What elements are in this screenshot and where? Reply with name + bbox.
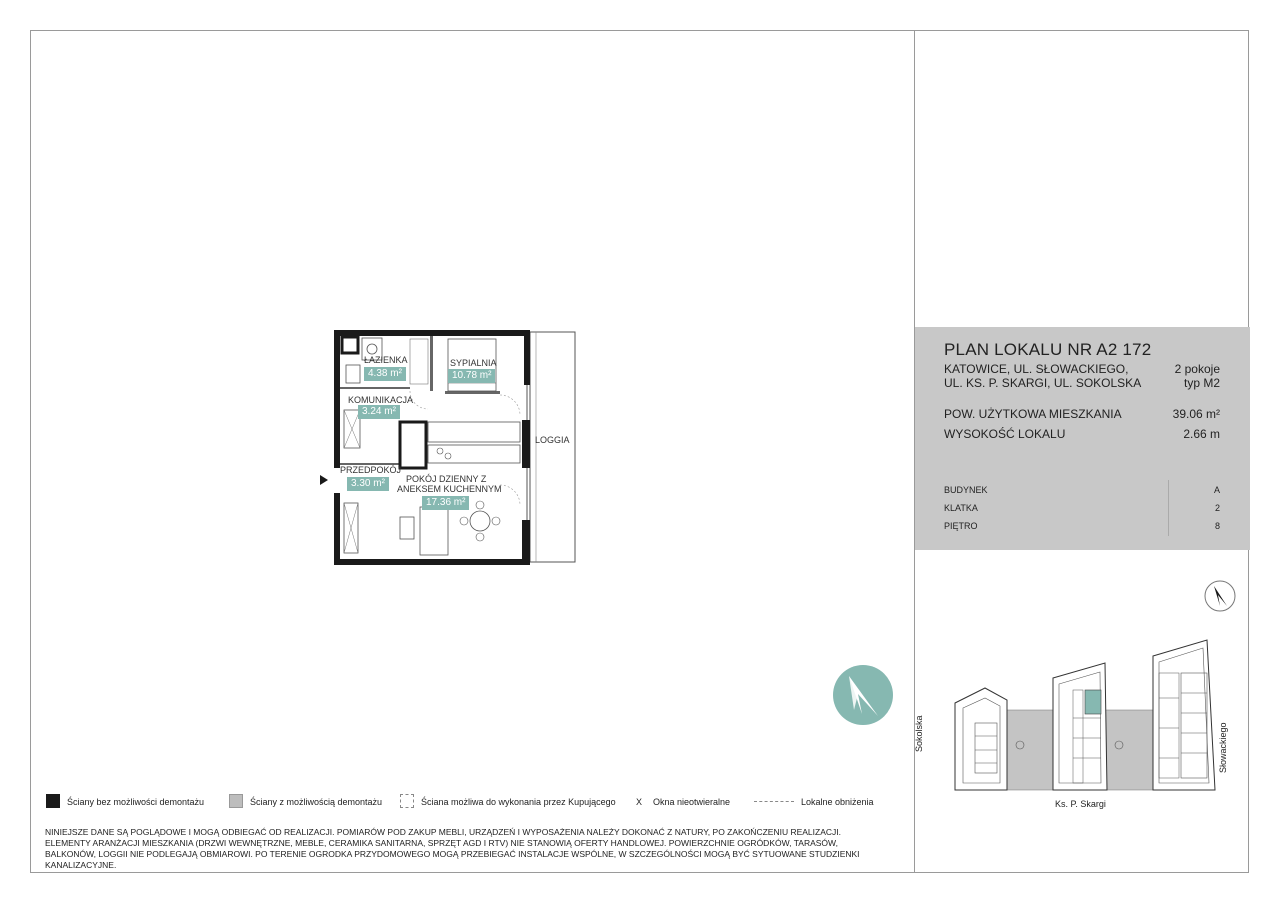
shaft bbox=[342, 337, 358, 353]
info-panel bbox=[915, 327, 1250, 550]
loggia-outline bbox=[530, 332, 575, 562]
area-label: POW. UŻYTKOWA MIESZKANIA bbox=[944, 407, 1122, 421]
street-slowackiego: Słowackiego bbox=[1218, 722, 1228, 773]
legend-buyer-walls: Ściana możliwa do wykonania przez Kupującego bbox=[421, 797, 616, 807]
room-living-label-2: ANEKSEM KUCHENNYM bbox=[397, 484, 502, 494]
north-arrow-icon bbox=[1204, 580, 1236, 612]
legend-buyer-swatch bbox=[400, 794, 414, 808]
rooms-count: 2 pokoje bbox=[1174, 362, 1220, 376]
area-value: 39.06 m² bbox=[1172, 407, 1220, 421]
building-value: A bbox=[1213, 485, 1220, 495]
height-value: 2.66 m bbox=[1183, 427, 1220, 441]
wall-right-2 bbox=[522, 420, 530, 468]
wall-bottom bbox=[334, 559, 530, 565]
wall-bath-bed bbox=[430, 336, 433, 391]
wall-left-lower bbox=[334, 493, 340, 565]
room-bedroom-area: 10.78 m² bbox=[448, 369, 495, 383]
disclaimer-text: NINIEJSZE DANE SĄ POGLĄDOWE I MOGĄ ODBIEGAĆ OD REALIZACJI. POMIARÓW POD ZAKUP MEBLI, URZĄDZEŃ I WYPOSAŻENIA NALEŻY DOKONAĆ Z NATURY, PO ZAKOŃCZENIU REALIZACJI. ELEMENTY ARANŻACJI MIESZKANIA (DRZWI WEWNĘTRZNE, MEBLE, CERAMIKA SANITARNA, SPRZĘT AGD I RTV) NIE STANOWIĄ OFERTY HANDLOWEJ. POWIERZCHNIE OGRÓDKÓW, TARASÓW, BALKONÓW, LOGGII NIE PODLEGAJĄ OBMIAROWI. PO TERENIE OGRODKA PRZYDOMOWEGO MOGĄ PRZEBIEGAĆ INSTALACJE WSPÓLNE, W SZCZEGÓLNOŚCI MOGĄ BYĆ SYTUOWANE STUDZIENKI KANALIZACYJNE. bbox=[45, 827, 860, 870]
legend-fixed-walls: Ściany bez możliwości demontażu bbox=[67, 797, 205, 807]
room-bedroom-label: SYPIALNIA bbox=[450, 358, 497, 368]
entrance-arrow bbox=[320, 475, 328, 485]
room-corridor-label: KOMUNIKACJA bbox=[348, 395, 414, 405]
building-middle bbox=[1053, 663, 1107, 790]
street-sokolska: Sokolska bbox=[914, 715, 924, 752]
room-bathroom-label: ŁAZIENKA bbox=[364, 355, 408, 365]
room-corridor-area: 3.24 m² bbox=[358, 405, 400, 419]
floor-value: 8 bbox=[1214, 521, 1220, 531]
legend-removable-swatch bbox=[229, 794, 243, 808]
room-living-label-1: POKÓJ DZIENNY Z bbox=[406, 474, 487, 484]
wall-top bbox=[334, 330, 530, 336]
legend-lowered: Lokalne obniżenia bbox=[801, 797, 874, 807]
wall-right-1 bbox=[524, 330, 530, 385]
kitchen-upper bbox=[428, 422, 520, 442]
room-hall-label: PRZEDPOKÓJ bbox=[340, 465, 402, 475]
legend-lowered-swatch bbox=[754, 801, 794, 802]
dining-table bbox=[470, 511, 490, 531]
room-living-area: 17.36 m² bbox=[422, 496, 469, 510]
address-line-1: KATOWICE, UL. SŁOWACKIEGO, bbox=[944, 362, 1129, 376]
kitchen-counter bbox=[428, 445, 520, 463]
room-bathroom-area: 4.38 m² bbox=[364, 367, 406, 381]
staircase-label: KLATKA bbox=[944, 503, 978, 513]
legend-windows-mark: X bbox=[636, 797, 643, 807]
wall-left-upper bbox=[334, 330, 340, 468]
building-label: BUDYNEK bbox=[944, 485, 988, 495]
address-line-2: UL. KS. P. SKARGI, UL. SOKOLSKA bbox=[944, 376, 1142, 390]
legend-windows: Okna nieotwieralne bbox=[653, 797, 731, 807]
courtyard-1 bbox=[1005, 710, 1055, 790]
staircase-value: 2 bbox=[1214, 503, 1220, 513]
courtyard-2 bbox=[1105, 710, 1155, 790]
height-label: WYSOKOŚĆ LOKALU bbox=[944, 427, 1066, 441]
compass-icon bbox=[832, 664, 894, 726]
highlighted-unit bbox=[1085, 690, 1101, 714]
apartment-type: typ M2 bbox=[1183, 376, 1220, 390]
wall-right-3 bbox=[522, 520, 530, 565]
room-loggia-label: LOGGIA bbox=[535, 435, 570, 445]
site-plan bbox=[945, 638, 1235, 798]
legend-fixed-swatch bbox=[46, 794, 60, 808]
location-separator bbox=[1168, 480, 1169, 536]
legend-removable-walls: Ściany z możliwością demontażu bbox=[250, 797, 383, 807]
floor-label: PIĘTRO bbox=[944, 521, 978, 531]
room-hall-area: 3.30 m² bbox=[347, 477, 389, 491]
plan-title: PLAN LOKALU NR A2 172 bbox=[944, 340, 1152, 359]
street-skargi: Ks. P. Skargi bbox=[1055, 799, 1106, 809]
sofa bbox=[420, 507, 448, 555]
